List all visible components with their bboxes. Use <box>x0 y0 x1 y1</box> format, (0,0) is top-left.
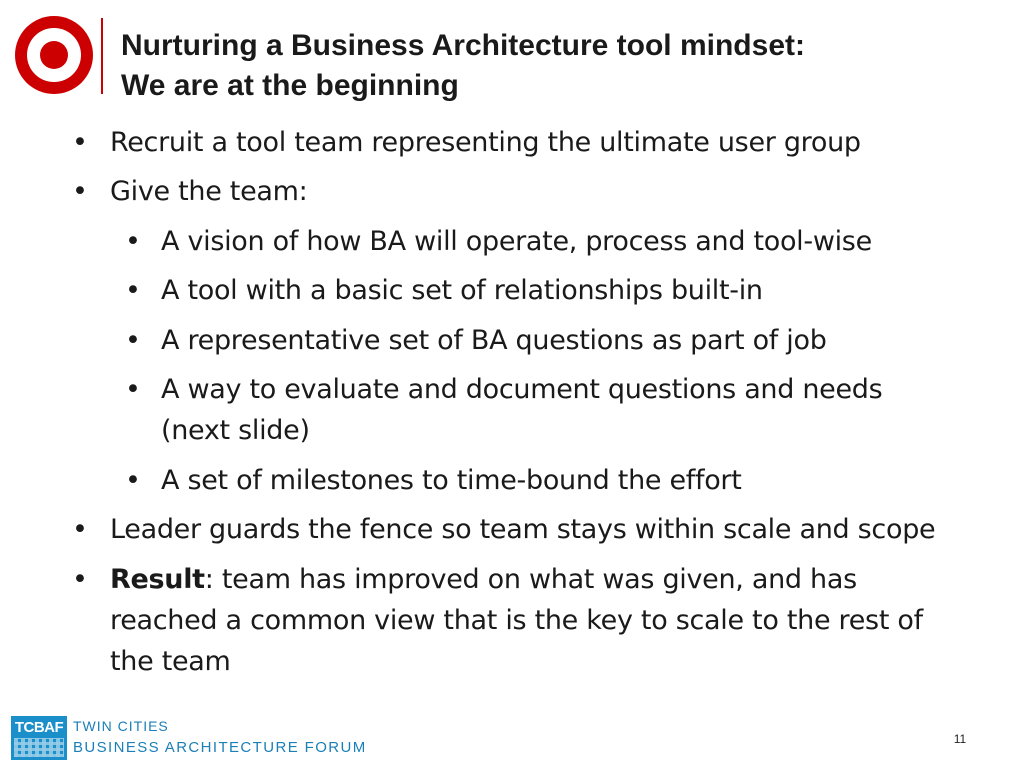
sub-bullet-marker: • <box>125 374 141 405</box>
list-item: Leader guards the fence so team stays within scale and scope <box>110 514 936 545</box>
bullet-marker: • <box>72 127 88 158</box>
sub-bullet-marker: • <box>125 275 141 306</box>
tcbaf-logo-badge <box>11 716 67 760</box>
tcbaf-footer-logo <box>11 716 367 760</box>
list-item: Give the team: <box>110 176 308 207</box>
sub-list-item: A set of milestones to time-bound the effort <box>161 465 742 496</box>
list-item-continuation: reached a common view that is the key to scale to the rest of <box>110 605 923 636</box>
slide-title-line-1: Nurturing a Business Architecture tool mindset: <box>121 29 805 62</box>
page-number: 11 <box>953 732 967 746</box>
list-item-continuation: the team <box>110 646 231 677</box>
result-text: : team has improved on what was given, and has <box>204 564 857 595</box>
sub-list-item: A tool with a basic set of relationships built-in <box>161 275 763 306</box>
sub-bullet-marker: • <box>125 325 141 356</box>
sub-list-item: A representative set of BA questions as part of job <box>161 325 827 356</box>
footer-org-line-1: TWIN CITIES <box>73 718 169 734</box>
result-label: Result <box>110 564 205 595</box>
list-item-result <box>110 560 857 600</box>
sub-list-item: A vision of how BA will operate, process and tool-wise <box>161 226 872 257</box>
sub-list-item: A way to evaluate and document questions and needs <box>161 374 883 405</box>
building-grid-icon <box>14 738 64 757</box>
sub-bullet-marker: • <box>125 465 141 496</box>
footer-org-line-2: BUSINESS ARCHITECTURE FORUM <box>73 739 367 756</box>
slide-title-line-2: We are at the beginning <box>121 69 459 102</box>
tcbaf-abbrev: TCBAF <box>14 719 64 736</box>
sub-list-item-continuation: (next slide) <box>161 415 310 446</box>
sub-bullet-marker: • <box>125 226 141 257</box>
bullet-marker: • <box>72 176 88 207</box>
bullet-marker: • <box>72 564 88 595</box>
list-item: Recruit a tool team representing the ultimate user group <box>110 127 861 158</box>
bullet-marker: • <box>72 514 88 545</box>
